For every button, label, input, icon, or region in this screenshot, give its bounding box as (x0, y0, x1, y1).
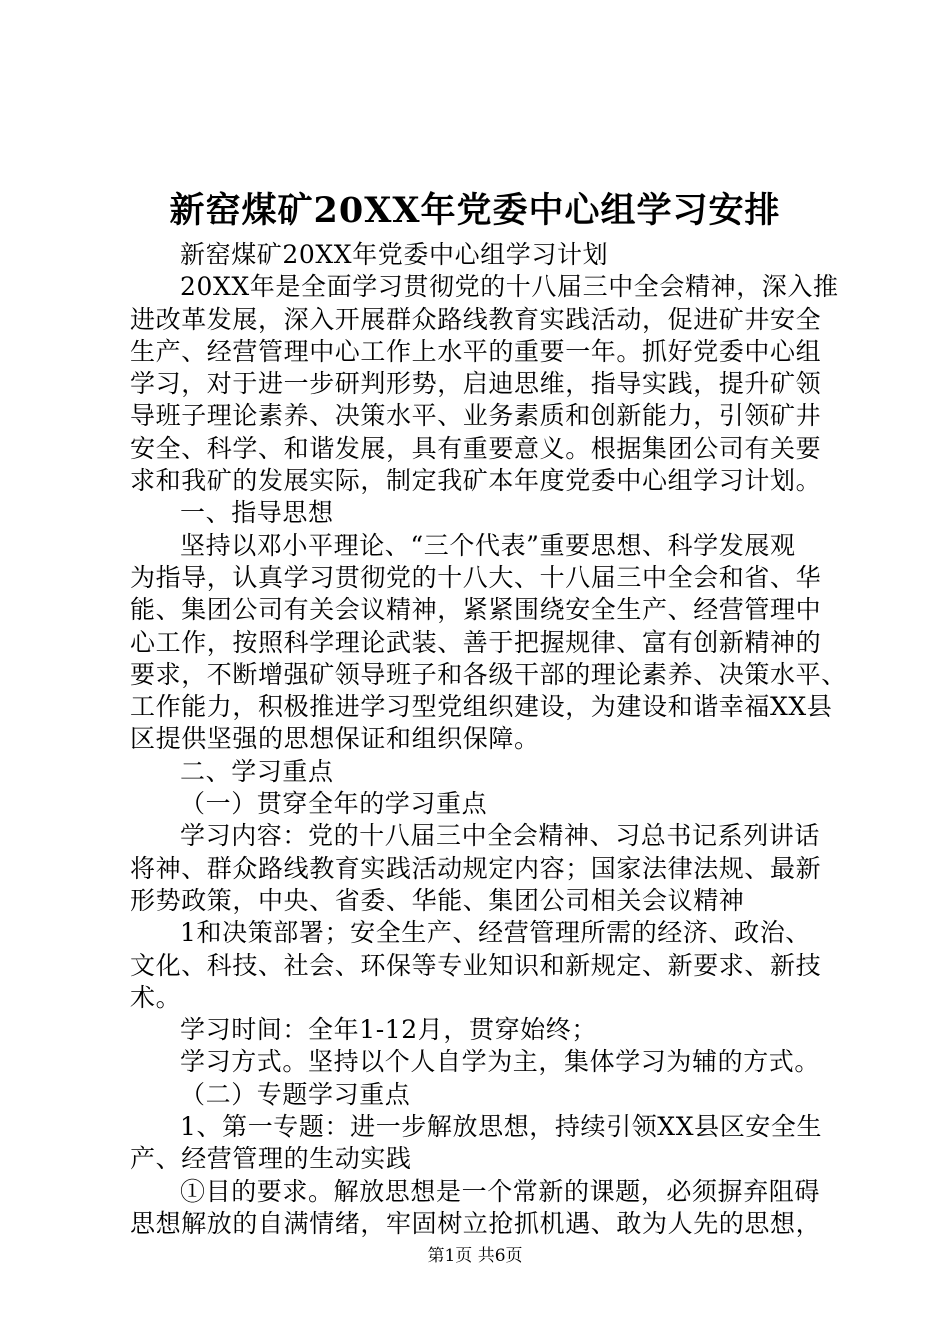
paragraph-line: 1、第一专题：进一步解放思想，持续引领XX县区安全生 (180, 1112, 823, 1142)
paragraph-line: 学习内容：党的十八届三中全会精神、习总书记系列讲话 (180, 821, 821, 851)
paragraph-line: 坚持以邓小平理论、“三个代表”重要思想、科学发展观 (180, 530, 796, 560)
paragraph-line: 20XX年是全面学习贯彻党的十八届三中全会精神，深入推 (180, 272, 839, 302)
document-body (130, 239, 847, 1240)
paragraph-line: 术。 (130, 982, 182, 1012)
paragraph-line: ①目的要求。解放思想是一个常新的课题，必须摒弃阻碍 (180, 1176, 821, 1206)
paragraph-line: 能、集团公司有关会议精神，紧紧围绕安全生产、经营管理中 (130, 595, 822, 625)
document-title: 新窑煤矿20XX年党委中心组学习安排 (169, 190, 781, 231)
paragraph-line: 进改革发展，深入开展群众路线教育实践活动，促进矿井安全 (130, 304, 822, 334)
paragraph-line: 新窑煤矿20XX年党委中心组学习计划 (180, 240, 609, 269)
paragraph-line: 形势政策，中央、省委、华能、集团公司相关会议精神 (130, 885, 745, 915)
paragraph-line: 为指导，认真学习贯彻党的十八大、十八届三中全会和省、华 (130, 562, 822, 592)
paragraph-line: 学习，对于进一步研判形势，启迪思维，指导实践，提升矿领 (130, 369, 822, 399)
paragraph-line: 心工作，按照科学理论武装、善于把握规律、富有创新精神的 (130, 627, 822, 657)
paragraph-line: 学习方式。坚持以个人自学为主，集体学习为辅的方式。 (180, 1047, 821, 1077)
section-heading: 二、学习重点 (180, 756, 334, 786)
paragraph-line: 生产、经营管理中心工作上水平的重要一年。抓好党委中心组 (130, 336, 822, 366)
paragraph-line: 工作能力，积极推进学习型党组织建设，为建设和谐幸福XX县 (130, 692, 833, 722)
subsection-heading: （二）专题学习重点 (180, 1079, 411, 1109)
paragraph-line: 思想解放的自满情绪，牢固树立抢抓机遇、敢为人先的思想， (130, 1208, 822, 1238)
paragraph-line: 学习时间：全年1-12月，贯穿始终； (180, 1015, 597, 1045)
page-number: 第1页 共6页 (427, 1246, 523, 1266)
paragraph-line: 区提供坚强的思想保证和组织保障。 (130, 724, 540, 754)
paragraph-line: 求和我矿的发展实际，制定我矿本年度党委中心组学习计划。 (130, 466, 822, 496)
paragraph-line: 1和决策部署；安全生产、经营管理所需的经济、政治、 (180, 918, 811, 948)
paragraph-line: 文化、科技、社会、环保等专业知识和新规定、新要求、新技 (130, 950, 822, 980)
paragraph-line: 导班子理论素养、决策水平、业务素质和创新能力，引领矿井 (130, 401, 822, 431)
section-heading: 一、指导思想 (180, 498, 334, 528)
paragraph-line: 安全、科学、和谐发展，具有重要意义。根据集团公司有关要 (130, 433, 822, 463)
subsection-heading: （一）贯穿全年的学习重点 (180, 789, 488, 819)
paragraph-line: 将神、群众路线教育实践活动规定内容；国家法律法规、最新 (130, 853, 822, 883)
paragraph-line: 产、经营管理的生动实践 (130, 1144, 412, 1174)
paragraph-line: 要求，不断增强矿领导班子和各级干部的理论素养、决策水平、 (130, 659, 847, 689)
